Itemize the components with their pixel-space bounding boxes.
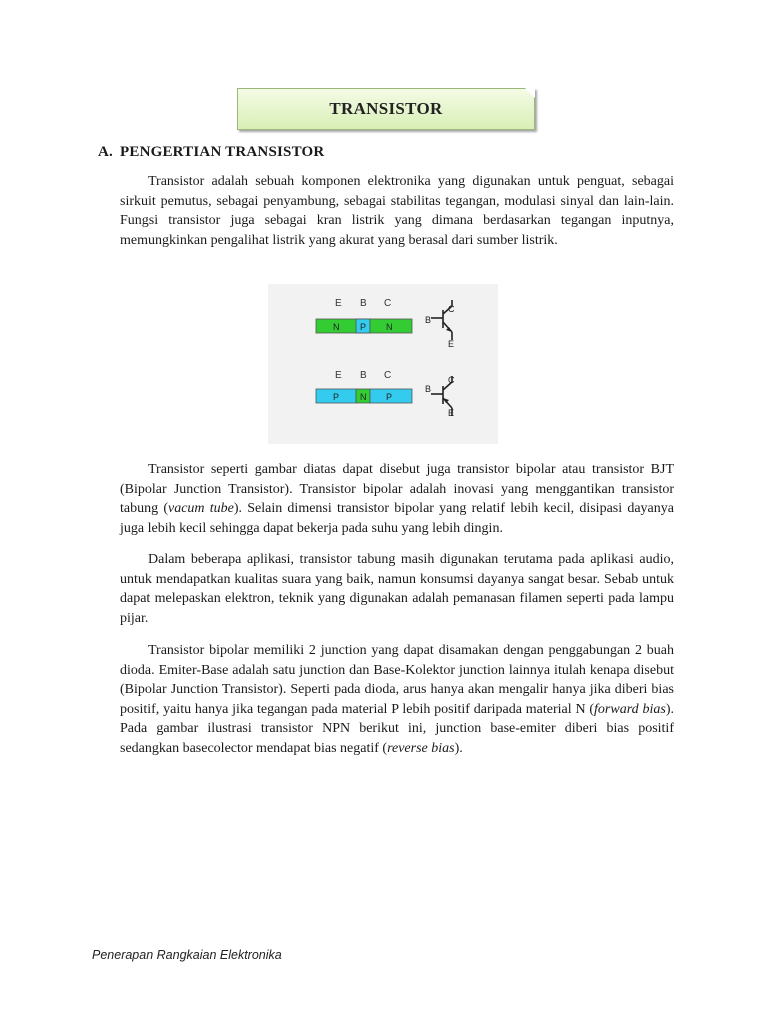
pnp-emitter-arrow (443, 398, 449, 403)
transistor-figure (268, 284, 498, 444)
npn-symbol-b: B (425, 315, 432, 325)
transistor-diagram (268, 284, 498, 444)
paragraph-4-text-c: ). (454, 740, 463, 756)
pnp-seg-label-1: P (333, 392, 340, 402)
npn-label-e: E (335, 298, 342, 309)
paragraph-4-term-2: reverse bias (387, 740, 455, 756)
pnp-seg-label-2: N (360, 392, 367, 402)
npn-seg-label-2: P (360, 322, 367, 332)
pnp-label-c: C (384, 370, 392, 381)
paragraph-2 (120, 460, 674, 538)
npn-seg-label-1: N (333, 322, 340, 332)
section-number: A. (98, 144, 113, 160)
paragraph-2-term: vacum tube (167, 501, 234, 516)
npn-emitter-arrow (446, 327, 452, 332)
pnp-symbol-b: B (425, 384, 432, 394)
paragraph-2-text-b: ). Selain dimensi transistor bipolar yang relatif lebih kecil, disipasi dayanya juga lebih kecil sehingga dapat bekerja pada suhu yang lebih dingin. (120, 501, 674, 536)
pnp-label-e: E (335, 370, 342, 381)
page-footer: Penerapan Rangkaian Elektronika (92, 948, 282, 962)
section-title: PENGERTIAN TRANSISTOR (120, 144, 325, 160)
paragraph-3: Dalam beberapa aplikasi, transistor tabung masih digunakan terutama pada aplikasi audio, untuk mendapatkan kualitas suara yang baik, namun konsumsi dayanya sangat besar. Sebab untuk dapat melepaskan elektron, teknik yang digunakan adalah pemanasan filamen seperti pada lampu pijar. (120, 552, 674, 626)
paragraph-4-term-1: forward bias (594, 701, 666, 717)
npn-label-c: C (384, 298, 392, 309)
paragraph-4-text-b: ). Pada gambar ilustrasi transistor NPN berikut ini, junction base-emiter diberi bias positif sedangkan basecolector mendapat bias negatif ( (120, 701, 674, 756)
npn-label-b: B (360, 298, 367, 309)
pnp-seg-label-3: P (386, 392, 393, 402)
paragraph-2-text-a: Transistor seperti gambar diatas dapat disebut juga transistor bipolar atau transistor BJT (Bipolar Junction Transistor). Transistor bipolar adalah inovasi yang menggantikan transistor tabung ( (120, 462, 674, 516)
section-heading (98, 144, 324, 161)
pnp-label-b: B (360, 370, 367, 381)
paragraph-4-text-a: Transistor bipolar memiliki 2 junction yang dapat disamakan dengan penggabungan 2 buah dioda. Emiter-Base adalah satu junction dan Base-Kolektor junction lainnya itulah kenapa disebut (Bipolar Junction Transistor). Seperti pada dioda, arus hanya akan mengalir hanya jika diberi bias positif, yaitu hanya jika tegangan pada material P lebih positif daripada material N ( (120, 643, 674, 717)
page-title: TRANSISTOR (237, 88, 535, 130)
npn-seg-label-3: N (386, 322, 393, 332)
pnp-symbol-c: C (448, 375, 455, 385)
paragraph-1: Transistor adalah sebuah komponen elektronika yang digunakan untuk penguat, sebagai sirkuit pemutus, sebagai penyambung, sebagai stabilitas tegangan, modulasi sinyal dan lain-lain. Fungsi transistor juga sebagai kran listrik yang dimana berdasarkan tegangan inputnya, memungkinkan pengalihat listrik yang akurat yang berasal dari sumber listrik. (120, 174, 674, 248)
npn-symbol-e: E (448, 339, 455, 349)
npn-symbol-c: C (448, 304, 455, 314)
paragraph-4 (120, 641, 674, 758)
pnp-symbol-e: E (448, 408, 455, 418)
